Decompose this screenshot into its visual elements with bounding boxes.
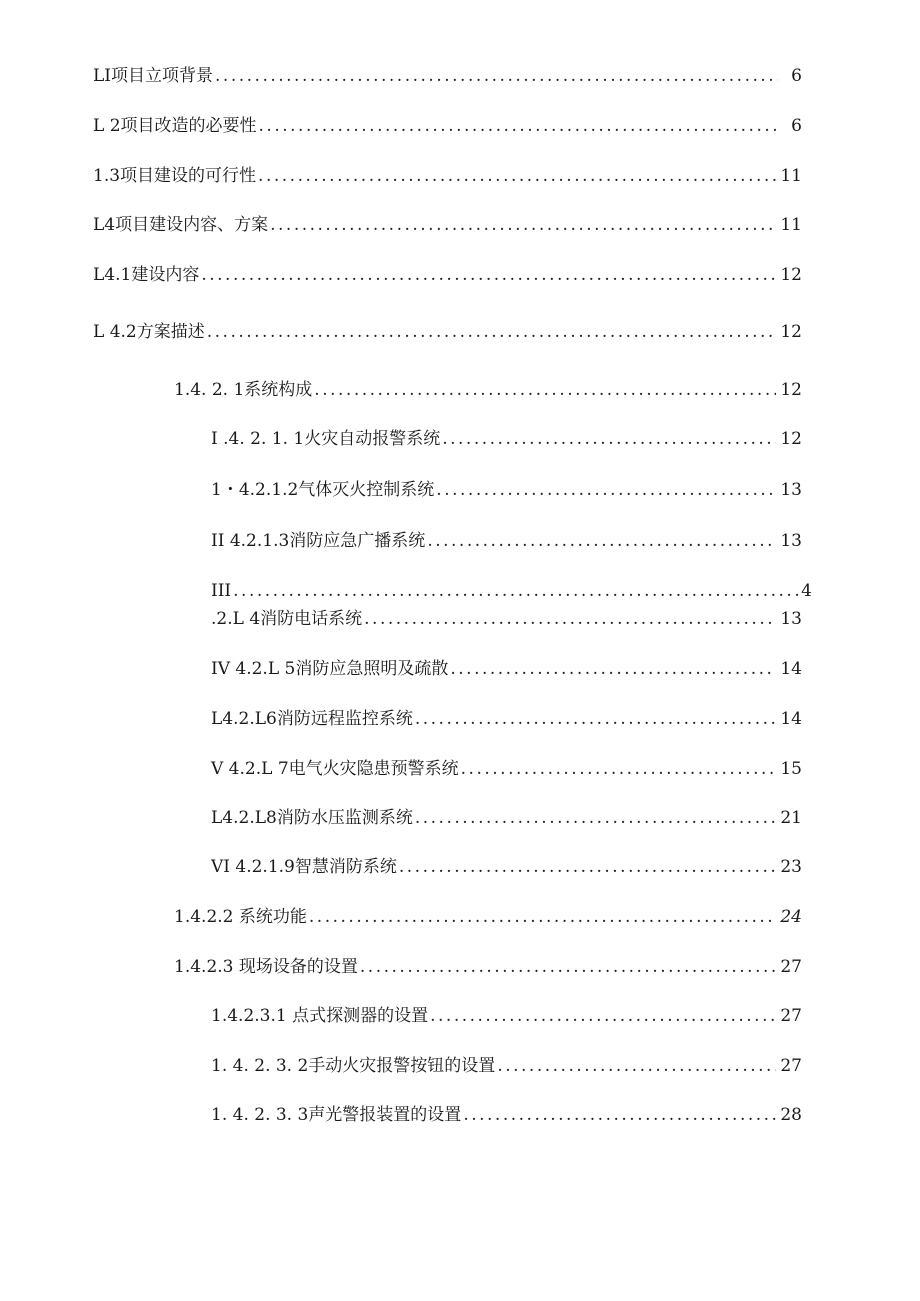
toc-entry-label: 1・4.2.1.2气体灭火控制系统 (211, 480, 435, 500)
toc-entry-1-4-2-1-3[interactable] (211, 528, 802, 554)
toc-entry-1-4-2-1-4-line-1[interactable] (211, 578, 812, 604)
toc-entry-1-4-2-1-4-line-2[interactable] (211, 606, 802, 632)
toc-entry-1-1[interactable] (93, 63, 802, 89)
toc-entry-1-4-2-1-2[interactable] (211, 477, 802, 503)
toc-entry-label: L4.2.L8消防水压监测系统 (211, 808, 413, 828)
toc-dot-leader (201, 262, 776, 288)
toc-entry-1-4-2[interactable] (93, 319, 802, 345)
toc-entry-1-4-2-3[interactable] (174, 954, 802, 980)
toc-dot-leader (497, 1053, 776, 1079)
toc-dot-leader (360, 954, 776, 980)
toc-entry-1-4-2-3-2[interactable] (211, 1053, 802, 1079)
toc-dot-leader (415, 706, 777, 732)
toc-entry-label: V 4.2.L 7电气火灾隐患预警系统 (211, 759, 459, 779)
toc-page-number: 27 (780, 1056, 802, 1076)
toc-entry-1-4-2-1-1[interactable] (211, 426, 802, 452)
toc-page-number: 27 (780, 957, 802, 977)
toc-entry-label: 1.3项目建设的可行性 (93, 166, 257, 186)
toc-dot-leader (450, 656, 776, 682)
toc-dot-leader (461, 756, 777, 782)
toc-entry-label: L4.1建设内容 (93, 265, 200, 285)
toc-entry-1-4-2-1-5[interactable] (211, 656, 802, 682)
toc-page-number: 27 (780, 1006, 802, 1026)
toc-dot-leader (309, 904, 776, 930)
toc-dot-leader (270, 212, 776, 238)
toc-entry-label: 1.4.2.2 系统功能 (174, 907, 307, 927)
toc-entry-1-4-2-1-6[interactable] (211, 706, 802, 732)
toc-entry-label: III (211, 581, 232, 601)
toc-dot-leader (399, 854, 776, 880)
toc-dot-leader (427, 528, 776, 554)
toc-page-number: 11 (780, 166, 802, 186)
toc-entry-label: II 4.2.1.3消防应急广播系统 (211, 531, 426, 551)
toc-entry-1-4[interactable] (93, 212, 802, 238)
toc-entry-1-4-2-3-3[interactable] (211, 1102, 802, 1128)
toc-dot-leader (436, 477, 776, 503)
toc-entry-label: 1. 4. 2. 3. 2手动火灾报警按钮的设置 (211, 1056, 496, 1076)
toc-entry-label: I .4. 2. 1. 1火灾自动报警系统 (211, 429, 441, 449)
toc-entry-1-4-2-2[interactable] (174, 904, 802, 930)
toc-page-number: 13 (780, 480, 802, 500)
toc-page-number: 28 (780, 1105, 802, 1125)
toc-page-number: 15 (780, 759, 802, 779)
toc-entry-1-4-2-1-8[interactable] (211, 805, 802, 831)
toc-page-number: 24 (780, 907, 802, 927)
toc-entry-label: 1. 4. 2. 3. 3声光警报装置的设置 (211, 1105, 462, 1125)
toc-page-number: 6 (791, 116, 802, 136)
toc-entry-label: L 4.2方案描述 (93, 322, 205, 342)
toc-entry-1-4-2-3-1[interactable] (211, 1003, 802, 1029)
toc-dot-leader (207, 319, 777, 345)
toc-entry-label: 1.4. 2. 1系统构成 (174, 380, 313, 400)
toc-entry-1-3[interactable] (93, 163, 802, 189)
toc-page-number: 12 (780, 265, 802, 285)
toc-page-number: 11 (780, 215, 802, 235)
toc-page-number: 12 (780, 429, 802, 449)
toc-dot-leader (314, 377, 776, 403)
toc-page-number: 13 (780, 531, 802, 551)
toc-dot-leader (259, 113, 778, 139)
toc-entry-label: LI项目立项背景 (93, 66, 214, 86)
toc-entry-label: IV 4.2.L 5消防应急照明及疏散 (211, 659, 449, 679)
toc-entry-1-4-2-1[interactable] (174, 377, 802, 403)
toc-dot-leader (442, 426, 776, 452)
toc-dot-leader (430, 1003, 776, 1029)
toc-entry-1-4-2-1-9[interactable] (211, 854, 802, 880)
toc-page-number: 6 (791, 66, 802, 86)
toc-entry-label: L 2项目改造的必要性 (93, 116, 257, 136)
toc-dot-leader (463, 1102, 776, 1128)
toc-page-number: 14 (780, 709, 802, 729)
toc-entry-1-4-2-1-7[interactable] (211, 756, 802, 782)
toc-page-number: 23 (780, 857, 802, 877)
toc-entry-label: .2.L 4消防电话系统 (211, 609, 363, 629)
toc-page-number: 12 (780, 322, 802, 342)
toc-dot-leader (215, 63, 778, 89)
toc-entry-1-4-1[interactable] (93, 262, 802, 288)
toc-page-number: 14 (780, 659, 802, 679)
toc-entry-1-2[interactable] (93, 113, 802, 139)
toc-page-number: 21 (780, 808, 802, 828)
toc-dot-leader (364, 606, 776, 632)
toc-entry-label: L4项目建设内容、方案 (93, 215, 269, 235)
toc-entry-label: 1.4.2.3.1 点式探测器的设置 (211, 1006, 429, 1026)
toc-page-number: 13 (780, 609, 802, 629)
toc-dot-leader (258, 163, 776, 189)
toc-entry-label: 1.4.2.3 现场设备的设置 (174, 957, 358, 977)
toc-page-number: 12 (780, 380, 802, 400)
toc-dot-leader (233, 578, 801, 604)
toc-entry-label: L4.2.L6消防远程监控系统 (211, 709, 413, 729)
toc-dot-leader (415, 805, 777, 831)
toc-entry-label: VI 4.2.1.9智慧消防系统 (211, 857, 397, 877)
toc-page-number: 4 (801, 581, 812, 601)
